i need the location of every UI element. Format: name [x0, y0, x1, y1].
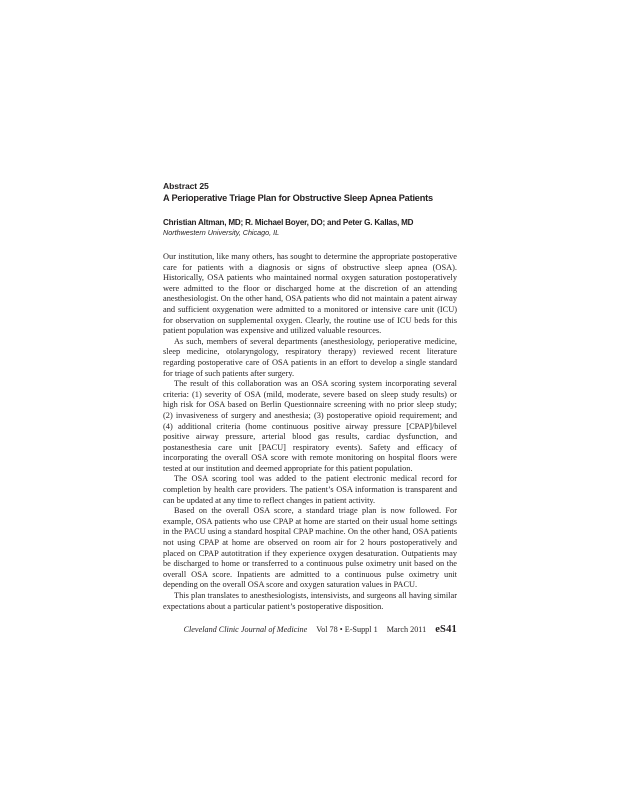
footer-bullet: •	[339, 625, 343, 634]
footer-date: March 2011	[386, 625, 427, 634]
body-paragraph: The OSA scoring tool was added to the patient electronic medical record for completion by health care providers. The patient’s OSA information is transparent and can be updated at any time to reflect changes in patient activity.	[163, 474, 457, 505]
abstract-title: A Perioperative Triage Plan for Obstructive Sleep Apnea Patients	[163, 193, 433, 203]
abstract-body	[163, 252, 457, 612]
body-paragraph: The result of this collaboration was an OSA scoring system incorporating several criteria: (1) severity of OSA (mild, moderate, severe based on sleep study results) or high risk for OSA based on Berlin Questionnaire screening with no prior sleep study; (2) invasiveness of surgery and anesthesia; (3) postoperative opioid requirement; and (4) additional criteria (home continuous positive airway pressure [CPAP]/bilevel positive airway pressure, arterial blood gas results, cardiac dysfunction, and postanesthesia care unit [PACU] respiratory events). Safety and efficacy of incorporating the overall OSA score with remote monitoring on hospital floors were tested at our institution and deemed appropriate for this patient population.	[163, 379, 457, 473]
abstract-column	[163, 181, 457, 612]
page-footer	[163, 624, 457, 636]
abstract-label: Abstract 25	[163, 181, 209, 191]
footer-journal-name: Cleveland Clinic Journal of Medicine	[183, 625, 308, 634]
body-paragraph: Based on the overall OSA score, a standard triage plan is now followed. For example, OSA patients who use CPAP at home are started on their usual home settings in the PACU using a standard hospital CPAP machine. On the other hand, OSA patients not using CPAP at home are observed on room air for 2 hours postoperatively and placed on CPAP autotitration if they experience oxygen desaturation. Outpatients may be discharged to home or transferred to a continuous pulse oximetry unit based on the overall OSA score. Inpatients are admitted to a continuous pulse oximetry unit depending on the overall OSA score and oxygen saturation values in PACU.	[163, 506, 457, 590]
author-affiliation: Northwestern University, Chicago, IL	[163, 228, 280, 237]
footer-supplement: E-Suppl 1	[344, 625, 378, 634]
author-list: Christian Altman, MD; R. Michael Boyer, DO; and Peter G. Kallas, MD	[163, 218, 414, 227]
body-paragraph: Our institution, like many others, has sought to determine the appropriate postoperative care for patients with a diagnosis or signs of obstructive sleep apnea (OSA). Historically, OSA patients who maintained normal oxygen saturation postoperatively were admitted to the floor or discharged home at the discretion of an attending anesthesiologist. On the other hand, OSA patients who did not maintain a patent airway and sufficient oxygenation were admitted to a monitored or intensive care unit (ICU) for observation on supplemental oxygen. Clearly, the routine use of ICU beds for this patient population was expensive and utilized valuable resources.	[163, 252, 457, 336]
footer-page-number: eS41	[435, 624, 457, 635]
footer-volume: Vol 78	[316, 625, 338, 634]
body-paragraph: As such, members of several departments (anesthesiology, perioperative medicine, sleep medicine, otolaryngology, respiratory therapy) reviewed recent literature regarding postoperative care of OSA patients in an effort to develop a single standard for triage of such patients after surgery.	[163, 336, 457, 378]
body-paragraph: This plan translates to anesthesiologists, intensivists, and surgeons all having similar expectations about a particular patient’s postoperative disposition.	[163, 591, 457, 611]
